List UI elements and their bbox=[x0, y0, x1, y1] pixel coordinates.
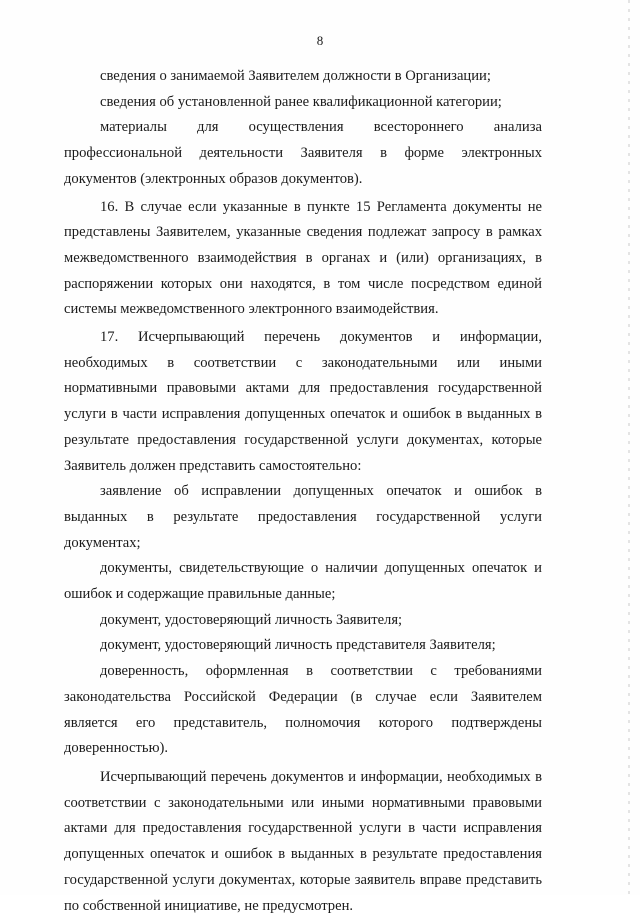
page-number: 8 bbox=[316, 33, 324, 48]
paragraph-item-16: 16. В случае если указанные в пункте 15 Регламента документы не представлены Заявителем, указанные сведения подлежат запросу в рамках межведомственного взаимодействия в органах и (или) организациях, в распоряжении которых они находятся, в том числе посредством единой системы межведомственного электронного взаимодействия. bbox=[64, 198, 542, 318]
scan-edge-artifact bbox=[628, 0, 630, 895]
paragraph-qualification-info: сведения об установленной ранее квалификационной категории; bbox=[100, 93, 502, 110]
document-body bbox=[64, 64, 542, 919]
paragraph-evidence-documents: документы, свидетельствующие о наличии допущенных опечаток и ошибок и содержащие правильные данные; bbox=[64, 560, 542, 603]
paragraph-applicant-id: документ, удостоверяющий личность Заявителя; bbox=[100, 611, 403, 628]
paragraph-materials: материалы для осуществления всестороннего анализа профессиональной деятельности Заявителя в форме электронных документов (электронных образов документов). bbox=[64, 119, 542, 187]
paragraph-position-info: сведения о занимаемой Заявителем должности в Организации; bbox=[100, 68, 491, 84]
paragraph-representative-id: документ, удостоверяющий личность представителя Заявителя; bbox=[100, 637, 496, 654]
paragraph-correction-request: заявление об исправлении допущенных опечаток и ошибок в выданных в результате предоставления государственной услуги документах; bbox=[64, 483, 542, 551]
paragraph-power-of-attorney: доверенность, оформленная в соответствии с требованиями законодательства Российской Федерации (в случае если Заявителем является его представитель, полномочия которого подтверждены доверенностью). bbox=[64, 663, 542, 757]
paragraph-optional-documents: Исчерпывающий перечень документов и информации, необходимых в соответствии с законодательными или иными нормативными правовыми актами для предоставления государственной услуги в части исправления допущенных опечаток и ошибок в выданных в результате предоставления государственной услуги документах, которые заявитель вправе представить по собственной инициативе, не предусмотрен. bbox=[64, 768, 542, 914]
paragraph-item-17: 17. Исчерпывающий перечень документов и информации, необходимых в соответствии с законодательными или иными нормативными правовыми актами для предоставления государственной услуги в части исправления допущенных опечаток и ошибок в выданных в результате предоставления государственной услуги документах, которые Заявитель должен представить самостоятельно: bbox=[64, 329, 542, 474]
